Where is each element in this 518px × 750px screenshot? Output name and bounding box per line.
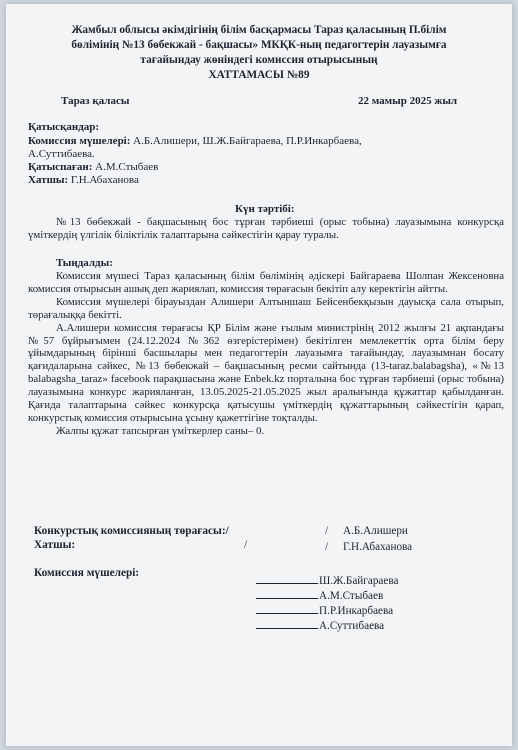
agenda-heading: Күн тәртібі: [235, 203, 295, 215]
signature-underline [256, 573, 318, 584]
city: Тараз қаласы [61, 95, 130, 107]
member-signature-line [256, 573, 398, 587]
members-label: Комиссия мүшелері: [28, 135, 131, 147]
secretary-label: Хатшы: [28, 174, 69, 186]
member-signature-line [256, 618, 384, 632]
document-title: ХАТТАМАСЫ №89 [208, 69, 310, 81]
heard-paragraph-2: Комиссия мүшелері бірауыздан Алишери Алтыншаш Бейсенбекқызын дауысқа сала отырып, төрағалыққа бекітті. [28, 295, 504, 321]
heard-paragraph-4: Жалпы құжат тапсырған үміткерлер саны– 0. [56, 424, 265, 437]
secretary-sign-name: Г.Н.Абаханова [343, 541, 413, 553]
member-signature-line [256, 603, 393, 617]
header-line-2: бөлімінің №13 бөбекжай - бақшасы» МКҚК-ның педагогтерін лауазымға [71, 39, 447, 51]
heard-heading: Тыңдалды: [56, 257, 113, 269]
chair-slash: / [325, 525, 329, 537]
member-name: А.М.Стыбаев [319, 590, 384, 602]
attendees-members [28, 135, 362, 147]
members-sign-label: Комиссия мүшелері: [34, 567, 140, 579]
document-page [6, 4, 512, 746]
members-line-1: А.Б.Алишери, Ш.Ж.Байгараева, П.Р.Инкарбаева, [130, 135, 362, 147]
heard-text-block [28, 270, 504, 438]
attendees-secretary [28, 174, 139, 186]
agenda-text: №13 бөбекжай - бақшасының бос тұрған тәрбиеші (орыс тобына) лауазымына конкурсқа үміткердің үлгілік біліктілік талаптарына сәйкестігін қарау туралы. [28, 216, 504, 241]
header-line-3: тағайындау жөніндегі комиссия отырысының [140, 54, 378, 66]
signature-underline [256, 603, 318, 614]
member-signature-line [256, 588, 383, 602]
document-content [6, 4, 512, 746]
chair-label: Конкурстық комиссияның төрағасы:/ [34, 525, 229, 537]
date: 22 мамыр 2025 жыл [358, 95, 458, 107]
absent-label: Қатыспаған: [28, 161, 93, 173]
member-name: А.Суттибаева [319, 620, 385, 632]
secretary-slash-1: / [244, 539, 248, 551]
secretary-sign-label: Хатшы: [34, 539, 76, 551]
heard-paragraph-3: А.Алишери комиссия төрағасы ҚР Білім және ғылым министрінің 2012 жылғы 21 ақпандағы №57 бұйрығымен (24.12.2024 №362 өзгерістерімен) бекітілген мемлекеттік орта білім беру ұйымдарының бірінші басшылары мен педагогтерін лауазымға тағайындау, лауазымнан босату қағидаларына сәйкес, №13 бөбекжай – бақшасының ресми сайтында (13-taraz.balabagsha), «№13 balabagsha_taraz» facebook парақшасына және Enbek.kz порталына бос тұрған тәрбиеші (орыс тобына) лауазымына конкурс жарияланған, 13.05.2025-21.05.2025 жыл аралығында құжаттар қабылданған. Қағида талаптарына сәйкес конкурсқа қатысушы үміткердің құжаттарының сәйкестігін қарап, конкурстық комиссия отырысына ұсыну қажеттігіне тоқталды. [28, 321, 504, 424]
secretary-value: Г.Н.Абаханова [68, 174, 139, 186]
member-name: П.Р.Инкарбаева [319, 605, 394, 617]
signature-underline [256, 618, 318, 629]
heard-paragraph-1: Комиссия мүшесі Тараз қаласының білім бөлімінің әдіскері Байгараева Шолпан Жексеновна комиссия отырысын ашық деп жариялап, комиссия төрағасын бекітіп алу керектігін айтты. [28, 270, 504, 295]
signature-underline [256, 588, 318, 599]
agenda-text-block [28, 216, 504, 242]
attendees-heading: Қатысқандар: [28, 121, 100, 133]
chair-name: А.Б.Алишери [343, 525, 408, 537]
members-line-2: А.Суттибаева. [28, 148, 95, 160]
secretary-slash-2: / [325, 541, 329, 553]
member-name: Ш.Ж.Байгараева [319, 575, 399, 587]
absent-value: А.М.Стыбаев [92, 161, 159, 173]
header-line-1: Жамбыл облысы әкімдігінің білім басқармасы Тараз қаласының П.білім [71, 24, 447, 36]
attendees-absent [28, 161, 158, 173]
